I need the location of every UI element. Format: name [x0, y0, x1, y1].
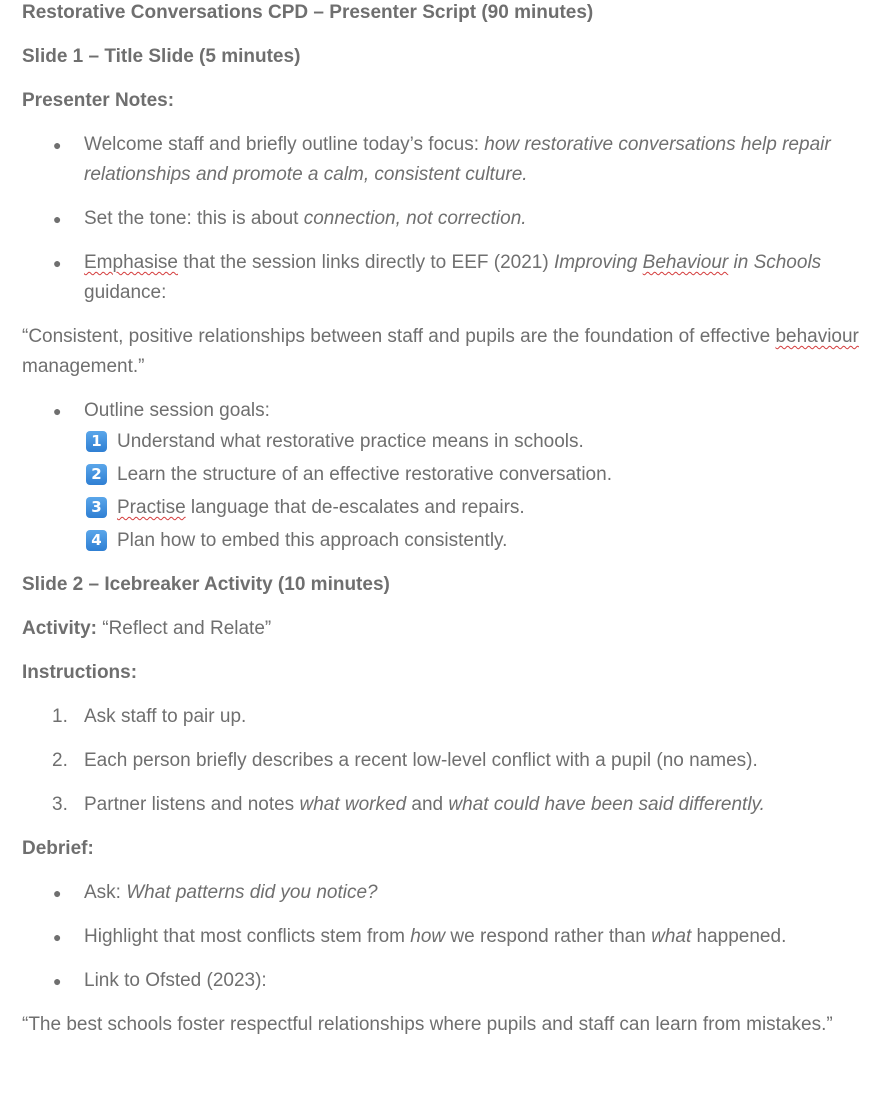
presenter-notes-label: Presenter Notes: — [22, 90, 175, 111]
instructions-list — [22, 702, 882, 820]
list-item: 2. Each person briefly describes a recent low-level conflict with a pupil (no names). — [22, 746, 882, 776]
presenter-notes-list — [22, 130, 882, 308]
keycap-three-icon: 3 — [86, 497, 107, 518]
list-item: ● Emphasise that the session links directly to EEF (2021) Improving Behaviour in Schools guidance: — [22, 248, 882, 308]
list-item: ● Link to Ofsted (2023): — [22, 966, 882, 996]
instructions-label: Instructions: — [22, 662, 138, 683]
bullet-icon: ● — [53, 255, 62, 271]
list-item: ● Ask: What patterns did you notice? — [22, 878, 882, 908]
list-item: 3. Partner listens and notes what worked and what could have been said differently. — [22, 790, 882, 820]
slide1-heading: Slide 1 – Title Slide (5 minutes) — [22, 46, 301, 67]
goal-item: 1 Understand what restorative practice means in schools. — [84, 427, 882, 457]
list-number: 1. — [52, 706, 68, 727]
list-item: ● Highlight that most conflicts stem from how we respond rather than what happened. — [22, 922, 882, 952]
list-item: ● Welcome staff and briefly outline today’s focus: how restorative conversations help repair relationships and promote a calm, consistent culture. — [22, 130, 882, 190]
debrief-label: Debrief: — [22, 838, 94, 859]
goal-item: 3 Practise language that de-escalates and repairs. — [84, 493, 882, 523]
bullet-icon: ● — [53, 885, 62, 901]
list-item — [22, 396, 882, 556]
bullet-icon: ● — [53, 973, 62, 989]
bullet-icon: ● — [53, 403, 62, 419]
activity-line: Activity: “Reflect and Relate” — [22, 618, 272, 639]
list-item: ● Set the tone: this is about connection, not correction. — [22, 204, 882, 234]
spelling-flag[interactable]: Emphasise — [84, 252, 178, 273]
spelling-flag[interactable]: Practise — [117, 497, 186, 518]
debrief-list — [22, 878, 882, 996]
eef-quote: “Consistent, positive relationships between staff and pupils are the foundation of effective behaviour management.” — [22, 326, 859, 377]
bullet-icon: ● — [53, 211, 62, 227]
goal-item: 2 Learn the structure of an effective restorative conversation. — [84, 460, 882, 490]
slide2-heading: Slide 2 – Icebreaker Activity (10 minutes) — [22, 574, 390, 595]
keycap-one-icon: 1 — [86, 431, 107, 452]
bullet-icon: ● — [53, 929, 62, 945]
list-item: 1. Ask staff to pair up. — [22, 702, 882, 732]
list-number: 2. — [52, 750, 68, 771]
goals-sublist — [84, 427, 882, 556]
bullet-icon: ● — [53, 137, 62, 153]
spelling-flag[interactable]: behaviour — [775, 326, 859, 347]
keycap-two-icon: 2 — [86, 464, 107, 485]
ofsted-quote: “The best schools foster respectful relationships where pupils and staff can learn from mistakes.” — [22, 1014, 833, 1035]
list-number: 3. — [52, 794, 68, 815]
document-page — [22, 0, 882, 1054]
goal-item: 4 Plan how to embed this approach consistently. — [84, 526, 882, 556]
spelling-flag[interactable]: Behaviour — [642, 252, 729, 273]
document-title: Restorative Conversations CPD – Presenter Script (90 minutes) — [22, 2, 594, 23]
keycap-four-icon: 4 — [86, 530, 107, 551]
session-goals-list — [22, 396, 882, 556]
goals-label: Outline session goals: — [84, 400, 270, 421]
